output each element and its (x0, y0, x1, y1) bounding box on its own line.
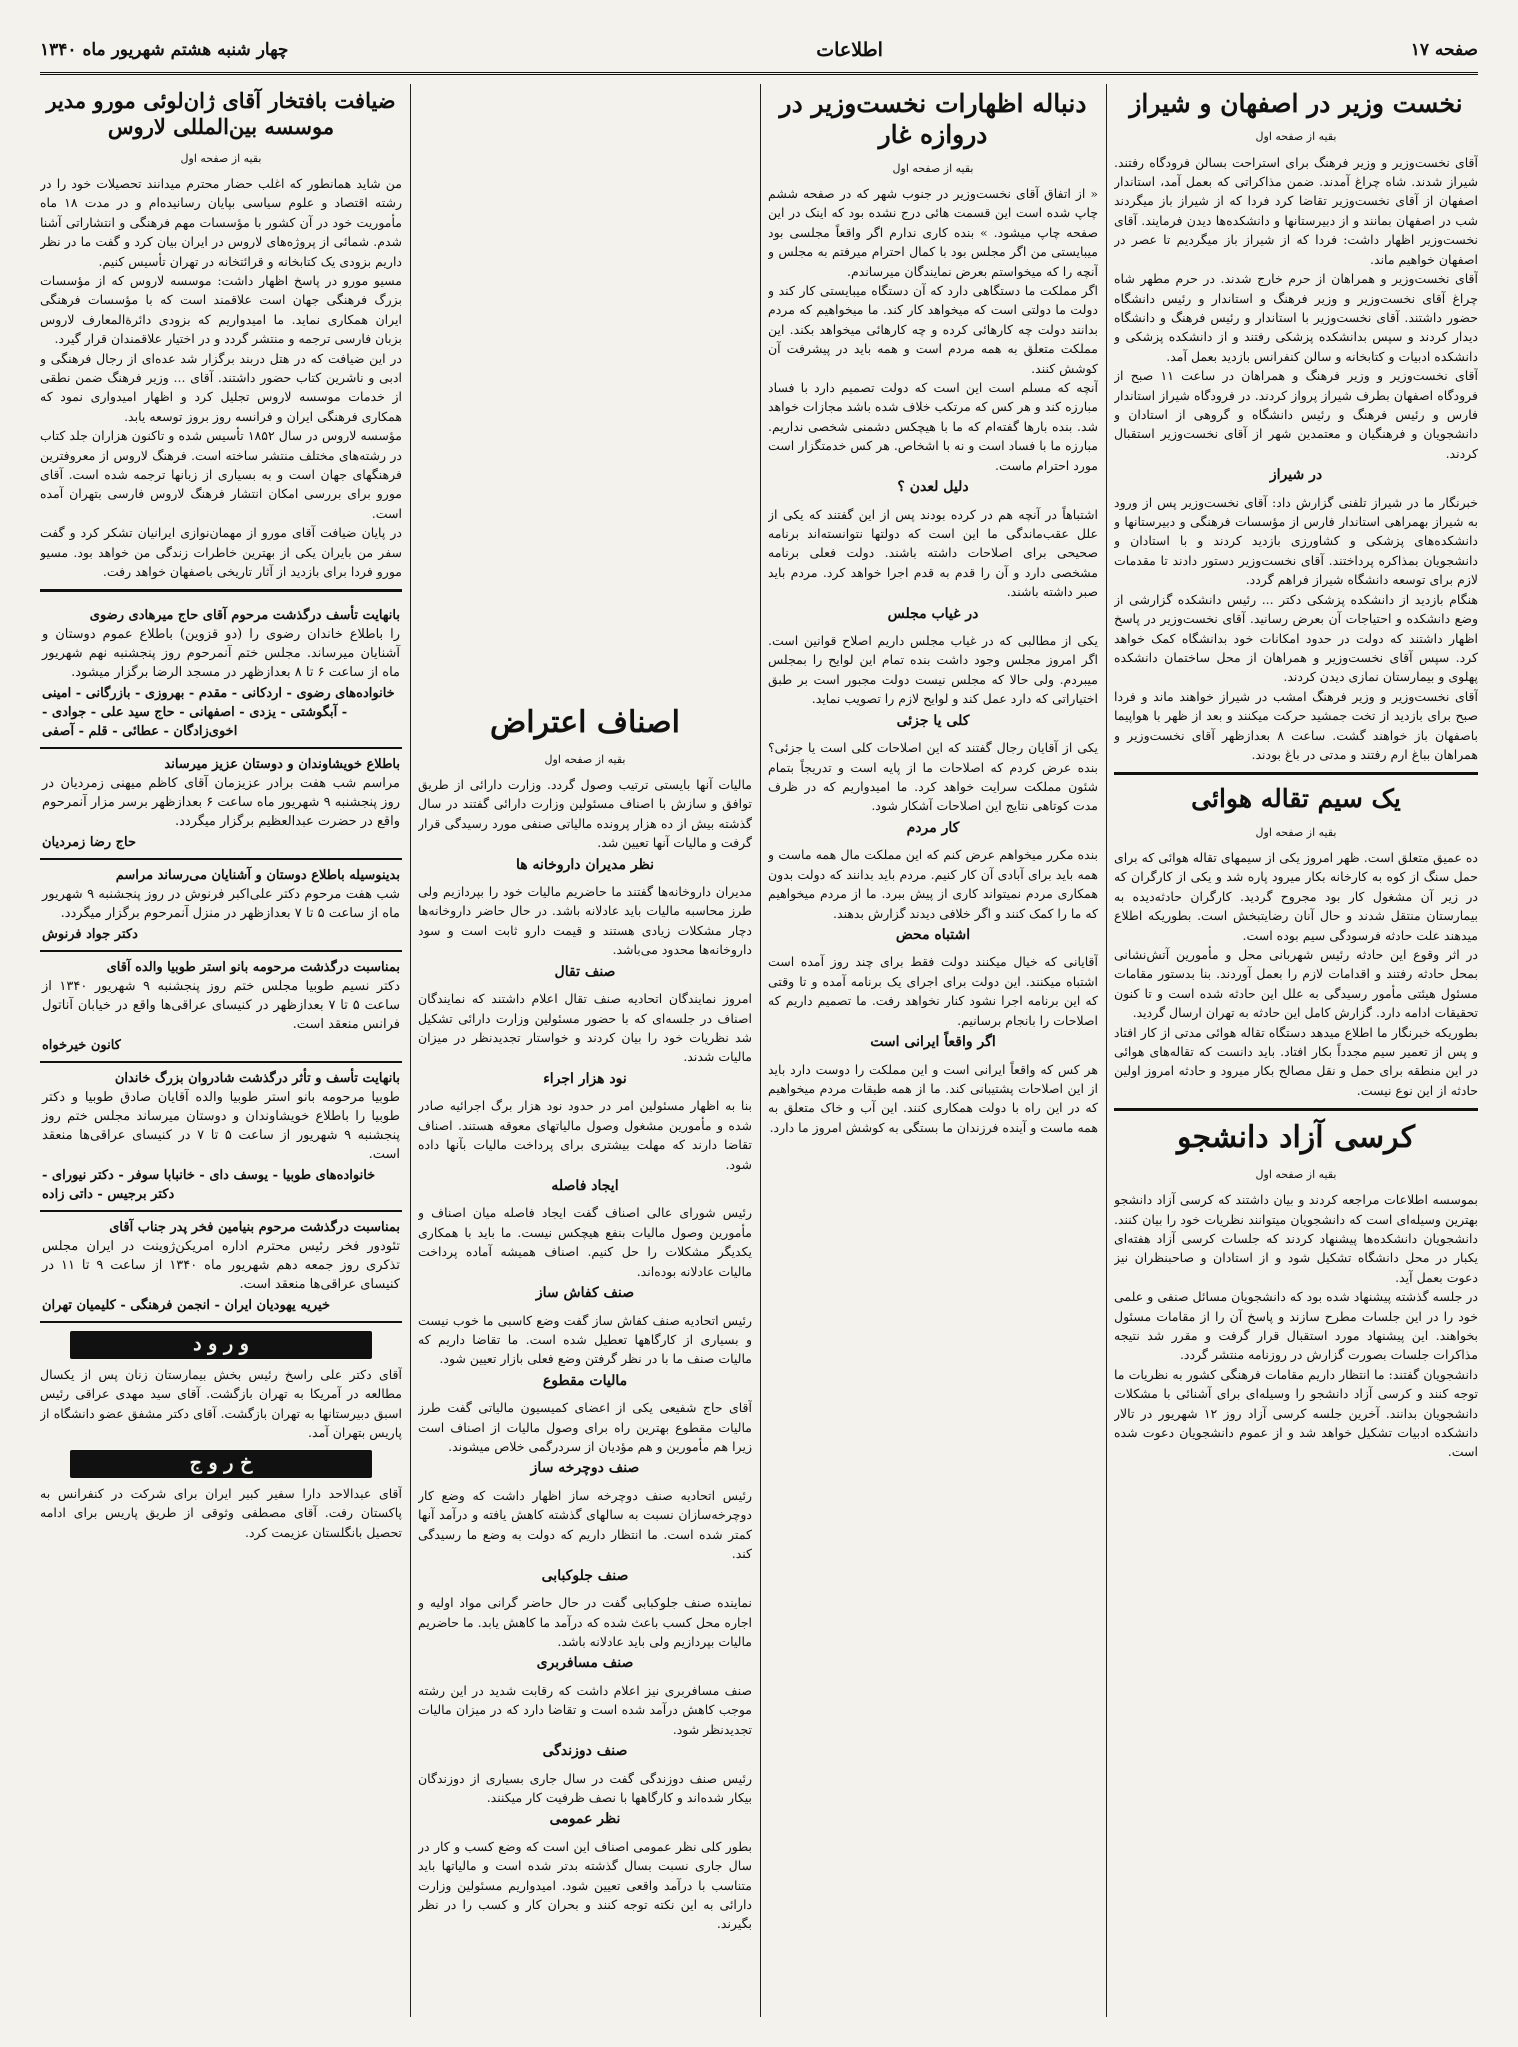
article-paragraph: بموسسه اطلاعات مراجعه کردند و بیان داشتند که کرسی آزاد دانشجو بهترین وسیله‌ای است که دانشجویان میتوانند نظریات خود را بیان کنند. دانشجویان دانشکده‌ها پیشنهاد کردند که جلسات کرسی آزاد هفته‌ای یکبار در محل دانشگاه تشکیل شود و از استادان و صاحبنظران نیز دعوت بعمل آید. (1114, 1192, 1478, 1285)
column-prime-minister (1114, 84, 1478, 2017)
article-paragraph: دانشجویان گفتند: ما انتظار داریم مقامات فرهنگی کشور به نظریات ما توجه کنند و کرسی آزاد دانشجو را وسیله‌ای برای آشنائی با مشکلات دانشجویان بدانند. آخرین جلسه کرسی آزاد روز ۱۲ شهریور در تالار دانشکده ادبیات تشکیل خواهد شد و از عموم دانشجویان دعوت شده است. (1114, 1366, 1478, 1460)
continuation-note: بقیه از صفحه اول (1255, 825, 1337, 839)
article-paragraph: صنف مسافربری نیز اعلام داشت که رقابت شدید در این رشته موجب کاهش درآمد شده است و تقاضا دارد که در میزان مالیات تجدیدنظر شود. (418, 1682, 752, 1737)
article-paragraph: مؤسسه لاروس در سال ۱۸۵۲ تأسیس شده و تاکنون هزاران جلد کتاب در رشته‌های مختلف منتشر ساخته است. فرهنگ لاروس از معروفترین فرهنگهای جهان است و به بسیاری از زبانها ترجمه شده است. آقای مورو برای بررسی امکان انتشار فرهنگ لاروس فارسی بتهران آمده است. (40, 428, 402, 521)
subheading: ایجاد فاصله (551, 1177, 619, 1194)
divider (40, 589, 402, 592)
column-rule (760, 84, 761, 2017)
article-paragraph: امروز نمایندگان اتحادیه صنف تقال اعلام داشتند که نمایندگان اصناف در جلسه‌ای که با حضور مسئولین وزارت دارائی تشکیل شد نظریات خود را بیان کردند و خواستار تجدیدنظر در میزان مالیات شدند. (418, 991, 752, 1065)
article-paragraph: یکی از آقایان رجال گفتند که این اصلاحات کلی است یا جزئی؟ بنده عرض کردم که اصلاحات ما از پایه است و تدریجاً بتمام شئون مملکت سرایت خواهد کرد. ما امیدواریم که در ظرف مدت کوتاهی نتایج این اصلاحات آشکار شود. (768, 740, 1098, 814)
article-paragraph: ده عمیق متعلق است. ظهر امروز یکی از سیمهای تقاله هوائی که برای حمل سنگ از کوه به کارخانه بکار میرود پاره شد و یکی از کارگران که در زیر آن مشغول کار بود مجروح گردید. کارگران حادثه‌دیده به بیمارستان منتقل شدند و حال آنان رضایتبخش است. بطوریکه اطلاع میدهند علت حادثه فرسودگی سیم بوده است. (1114, 850, 1478, 943)
notice-title: باطلاع خویشاوندان و دوستان عزیز میرساند (164, 757, 400, 773)
article-paragraph: در این ضیافت که در هتل دربند برگزار شد عده‌ای از رجال فرهنگی و ادبی و ناشرین کتاب حضور داشتند. آقای ... وزیر فرهنگ ضمن نطقی از خدمات موسسه لاروس تجلیل کرد و اظهار امیدواری نمود که همکاری فرهنگی ایران و فرانسه روز بروز توسعه یابد. (40, 350, 402, 424)
subheading: صنف دوزندگی (542, 1743, 628, 1760)
column-rule (1106, 84, 1107, 2017)
obituary-notice (40, 600, 402, 749)
notice-signature: کانون خیرخواه (42, 1038, 121, 1054)
article-paragraph: رئیس شورای عالی اصناف گفت ایجاد فاصله میان اصناف و مأمورین وصول مالیات بنفع هیچکس نیست. ما باید با همکاری یکدیگر مشکلات را حل کنیم. اصناف همیشه آماده پرداخت مالیات عادلانه بوده‌اند. (418, 1205, 752, 1279)
article-paragraph: در اثر وقوع این حادثه رئیس شهربانی محل و مأمورین آتش‌نشانی بمحل حادثه رفتند و اقدامات لازم را بعمل آوردند. بنا بدستور مقامات مسئول هیئتی مأمور رسیدگی به علل این حادثه شده است و تا کنون تحقیقات ادامه دارد. گزارش کامل این حادثه به تهران ارسال گردید. (1114, 947, 1478, 1021)
subheading: اگر واقعاً ایرانی است (870, 1034, 996, 1051)
continuation-note: بقیه از صفحه اول (1255, 130, 1337, 144)
notice-signature: خیریه یهودیان ایران - انجمن فرهنگی - کلیمیان تهران (42, 1298, 331, 1314)
subheading: کار مردم (906, 819, 960, 836)
masthead (40, 28, 1478, 75)
article-paragraph: هر کس که واقعاً ایرانی است و این مملکت را دوست دارد باید از این اصلاحات پشتیبانی کند. ما از همه طبقات مردم میخواهیم که در این راه با دولت همکاری کنند. این آب و خاک متعلق به همه ماست و آینده فرزندان ما بستگی به کوشش امروز ما دارد. (768, 1061, 1098, 1135)
article-paragraph: آقای نخست‌وزیر و وزیر فرهنگ و همراهان در ساعت ۱۱ صبح از فرودگاه اصفهان بطرف شیراز پرواز کردند. در فرودگاه شیراز استاندار فارس و رئیس فرهنگ و رئیس دانشگاه و گروهی از استادان و دانشجویان و فرهنگیان و معتمدین شهر از آقای نخست‌وزیر استقبال کردند. (1114, 368, 1478, 461)
continuation-note: بقیه از صفحه اول (1255, 1167, 1337, 1181)
headline-cable-accident: یک سیم تقاله هوائی (1191, 784, 1401, 814)
notice-body: تئودور فخر رئیس محترم اداره امریکن‌ژوینت در ایران مجلس تذکری روز جمعه دهم شهریور ماه ۱۳۴۰ از ساعت ۹ تا ۱۱ در کنیسای عراقی‌ها منعقد است. (42, 1239, 400, 1293)
notice-body: مراسم شب هفت برادر عزیزمان آقای کاظم میهنی زمردیان در روز پنجشنبه ۹ شهریور ماه ساعت ۶ بعدازظهر برسر مزار آنمرحوم واقع در حضرت عبدالعظیم برگزار میگردد. (42, 776, 401, 830)
article-paragraph: بطوریکه خبرنگار ما اطلاع میدهد دستگاه تقاله هوائی مدتی از کار افتاد و پس از تعمیر سیم مجدداً بکار افتاد. باید دانست که تقاله‌های هوائی در این منطقه برای حمل و نقل مصالح بکار میرود و حادثه امروز اولین حادثه از این نوع نیست. (1114, 1024, 1478, 1098)
subheading: صنف مسافربری (536, 1655, 634, 1672)
notice-title: بانهایت تأسف درگذشت مرحوم آقای حاج میرهادی رضوی (89, 608, 400, 624)
continuation-note: بقیه از صفحه اول (544, 752, 626, 766)
page-number: صفحه ۱۷ (1410, 40, 1478, 60)
article-paragraph: مسیو مورو در پاسخ اظهار داشت: موسسه لاروس که از مؤسسات بزرگ فرهنگی جهان است علاقمند است که با مؤسسات فرهنگی ایران همکاری نماید. ما امیدواریم که بزودی دائرةالمعارف لاروس بزبان فارسی ترجمه و منتشر گردد و در اختیار علاقمندان قرار گیرد. (40, 272, 402, 347)
subheading: صنف تقال (554, 963, 616, 980)
subheading: نظر عمومی (549, 1811, 621, 1828)
continuation-note: بقیه از صفحه اول (892, 161, 974, 175)
article-paragraph: نماینده صنف جلوکبابی گفت در حال حاضر گرانی مواد اولیه و اجاره محل کسب باعث شده که درآمد ما کاهش یابد. ما حاضریم مالیات بپردازیم ولی باید عادلانه باشد. (418, 1595, 752, 1649)
article-paragraph: آنچه که مسلم است این است که دولت تصمیم دارد با فساد مبارزه کند و هر کس که مرتکب خلاف شده باشد مجازات خواهد شد. بنده بارها گفته‌ام که ما با هیچکس دشمنی شخصی نداریم. مبارزه ما با فساد است و نه با اشخاص. هر کس خدمتگزار است مورد احترام ماست. (768, 379, 1098, 473)
arrivals-body: آقای دکتر علی راسخ رئیس بخش بیمارستان زنان پس از یکسال مطالعه در آمریکا به تهران بازگشت. آقای سید مهدی عراقی رئیس اسبق دبیرستانها به تهران بازگشت. آقای دکتر مشفق عضو دانشگاه از پاریس بتهران آمد. (40, 1366, 402, 1441)
subheading: در غیاب مجلس (887, 605, 979, 622)
subheading: صنف دوچرخه ساز (530, 1460, 640, 1477)
article-paragraph: آقای حاج شفیعی یکی از اعضای کمیسیون مالیاتی گفت طرز مالیات مقطوع بهترین راه برای وصول مالیات از اصناف است زیرا هم مأمورین و هم مؤدیان از سردرگمی خلاص میشوند. (418, 1400, 752, 1455)
article-paragraph: خبرنگار ما در شیراز تلفنی گزارش داد: آقای نخست‌وزیر پس از ورود به شیراز بهمراهی استاندار فارس از مؤسسات فرهنگی و دبیرستانها و دانشکده‌های پزشکی و کشاورزی بازدید کردند و با استادان و دانشجویان بمذاکره پرداختند. آقای نخست‌وزیر دستور دادند تا مقدمات لازم برای توسعه دانشگاه شیراز فراهم گردد. (1114, 494, 1478, 588)
subheading: در شیراز (1269, 467, 1323, 484)
column-rule (410, 84, 411, 2017)
subheading: مالیات مقطوع (542, 1372, 628, 1389)
column-guild-protest (418, 700, 752, 2017)
subheading: دلیل لعدن ؟ (897, 479, 969, 495)
departures-heading: خ ر و ج (70, 1450, 372, 1477)
headline-pm-remarks: دنباله اظهارات نخست‌وزیر در دروازه غار (779, 89, 1087, 150)
article-paragraph: اگر مملکت ما دستگاهی دارد که آن دستگاه میبایستی کار کند و دولت ما دولتی است که میخواهد کار کند. ما میخواهیم که مردم بدانند دولت چه کارهائی کرده و چه کارهائی میخواهد بکند. این مملکت متعلق به همه مردم است و همه باید در پیشرفت آن کوشش کنند. (768, 282, 1098, 376)
headline-guild-protest: اصناف اعتراض (490, 705, 680, 740)
article-paragraph: رئیس صنف دوزندگی گفت در سال جاری بسیاری از دوزندگان بیکار شده‌اند و کارگاهها با نصف ظرفیت کار میکنند. (418, 1770, 752, 1805)
notice-body: را باطلاع خاندان رضوی را (دو قزوین) باطلاع عموم دوستان و آشنایان میرساند. مجلس ختم آنمرحوم روز پنجشنبه نهم شهریور ماه از ساعت ۶ تا ۸ بعدازظهر در مسجد الرضا برگزار میشود. (42, 627, 400, 681)
arrivals-heading: و ر و د (70, 1331, 372, 1358)
obituary-notice (40, 952, 402, 1063)
article-paragraph: آقای نخست‌وزیر و وزیر فرهنگ برای استراحت بسالن فرودگاه رفتند. شیراز شدند. شاه چراغ آمدند. ضمن مذاکراتی که بعمل آمد، استاندار اصفهان از آقای نخست‌وزیر تقاضا کرد فردا که از شیراز باز میگردند شب در اصفهان بمانند و از دبیرستانها و دانشکده‌ها دیدن فرمایند. آقای نخست‌وزیر اظهار داشت: فردا که از شیراز باز میگردیم تا عصر در اصفهان خواهیم ماند. (1114, 154, 1478, 267)
article-paragraph: « از اتفاق آقای نخست‌وزیر در جنوب شهر که در صفحه ششم چاپ شده است این قسمت هائی درج نشده بود که اینک در این صفحه چاپ میشود. » بنده کاری ندارم اگر واقعاً مجلسی بود میبایستی من اگر مجلس بود با کمال احترام میرفتم به مجلس و آنچه را که میخواستم بعرض نمایندگان میرساندم. (768, 185, 1098, 279)
notice-signature: دکتر جواد فرنوش (42, 927, 138, 943)
column-pm-remarks (768, 84, 1098, 2017)
headline-larousse: ضیافت بافتخار آقای ژان‌لوئی مورو مدیر موسسه بین‌المللی لاروس (46, 88, 396, 140)
notice-signature: خانواده‌های طوبیا - یوسف دای - خانبابا سوفر - دکتر نیورای - دکتر برجیس - داتی زاده (42, 1168, 376, 1203)
obituary-notice (40, 1063, 402, 1212)
notice-title: بانهایت تأسف و تأثر درگذشت شادروان بزرگ خاندان (114, 1071, 400, 1087)
notice-body: طوبیا مرحومه بانو استر طوبیا والده آقایان صادق طوبیا و دکتر طوبیا را باطلاع خویشاوندان و دوستان میرساند مجلس ختم روز پنجشنبه ۹ شهریور از ساعت ۵ تا ۷ در کنیسای عراقی‌ها منعقد است. (42, 1090, 401, 1163)
article-paragraph: بنده مکرر میخواهم عرض کنم که این مملکت مال همه ماست و همه باید برای آبادی آن کار کنیم. مردم باید بدانند که دولت بدون همکاری مردم نمیتواند کاری از پیش ببرد. ما از مردم میخواهیم که ما را کمک کنند و اگر خلافی دیدند گزارش بدهند. (768, 847, 1098, 921)
article-paragraph: مالیات آنها بایستی ترتیب وصول گردد. وزارت دارائی از طریق توافق و سازش با اصناف مسئولین وزارت دارائی گفتند در سال گذشته بیش از ده هزار پرونده مالیاتی صنفی مورد رسیدگی قرار گرفت و مالیات آنها تعیین شد. (418, 776, 752, 851)
notice-title: بدینوسیله باطلاع دوستان و آشنایان می‌رساند مراسم (115, 868, 400, 884)
article-paragraph: یکی از مطالبی که در غیاب مجلس داریم اصلاح قوانین است. اگر امروز مجلس وجود داشت بنده تمام این لوایح را بمجلس میبردم. ولی حالا که مجلس نیست دولت مجبور است بر طبق اختیاراتی که دارد عمل کند و لوایح لازم را تصویب نماید. (768, 633, 1098, 707)
article-paragraph: رئیس اتحادیه صنف کفاش ساز گفت وضع کاسبی ما خوب نیست و بسیاری از کارگاهها تعطیل شده است. ما تقاضا داریم که مالیات صنف ما با در نظر گرفتن وضع فعلی بازار تعیین شود. (418, 1312, 752, 1367)
article-paragraph: رئیس اتحادیه صنف دوچرخه ساز اظهار داشت که وضع کار دوچرخه‌سازان نسبت به سالهای گذشته کاهش یافته و درآمد آنها کمتر شده است. ما انتظار داریم که دولت به وضع ما رسیدگی کند. (418, 1487, 752, 1562)
article-paragraph: بنا به اظهار مسئولین امر در حدود نود هزار برگ اجرائیه صادر شده و مأمورین مشغول وصول مالیاتهای معوقه هستند. اصناف تقاضا دارند که مهلت بیشتری برای پرداخت مالیات بآنها داده شود. (418, 1098, 752, 1172)
article-paragraph: اشتباهاً در آنچه هم در کرده بودند پس از این گفتند که یکی از علل عقب‌ماندگی ما این است که دولتها نتوانسته‌اند برنامه صحیحی برای اصلاحات داشته باشند. دولت فعلی برنامه مشخصی دارد و آن را قدم به قدم اجرا خواهد کرد. مردم باید صبر داشته باشند. (768, 506, 1098, 600)
obituary-notice (40, 860, 402, 952)
notice-signature: حاج رضا زمردیان (42, 835, 137, 851)
article-paragraph: بطور کلی نظر عمومی اصناف این است که وضع کسب و کار در سال جاری نسبت بسال گذشته بدتر شده است و مالیاتها باید متناسب با درآمد واقعی تعیین شود. امیدواریم مسئولین وزارت دارائی به این نکته توجه کنند و بحران کار و کسب را در نظر بگیرند. (418, 1838, 752, 1932)
headline-prime-minister: نخست وزیر در اصفهان و شیراز (1129, 89, 1463, 118)
column-larousse-notices (40, 84, 402, 2017)
obituary-notice (40, 1212, 402, 1323)
subheading: صنف جلوکبابی (541, 1567, 629, 1584)
obituary-notice (40, 749, 402, 860)
notice-signature: خانواده‌های رضوی - اردکانی - مقدم - بهروزی - بازرگانی - امینی - آبگوشتی - یزدی - اصفهانی - حاج سید علی - جوادی - اخوی‌زادگان - عطائی - قلم - آصفی (42, 686, 395, 740)
article-paragraph: در پایان ضیافت آقای مورو از مهمان‌نوازی ایرانیان تشکر کرد و گفت سفر من بایران یکی از بهترین خاطرات زندگی من خواهد بود. مسیو مورو فردا برای بازدید از آثار تاریخی باصفهان خواهد رفت. (40, 525, 402, 580)
issue-date: چهار شنبه هشتم شهریور ماه ۱۳۴۰ (40, 40, 289, 60)
article-paragraph: آقایانی که خیال میکنند دولت فقط برای چند روز آمده است اشتباه میکنند. این دولت برای اجرای یک برنامه آمده و تا وقتی که این برنامه اجرا نشود کنار نخواهد رفت. ما تصمیم داریم که اصلاحات را بانجام برسانیم. (768, 954, 1098, 1028)
notice-title: بمناسبت درگذشت مرحومه بانو استر طوبیا والده آقای (106, 960, 400, 976)
subheading: کلی یا جزئی (896, 712, 970, 729)
divider (1114, 772, 1478, 775)
article-paragraph: در جلسه گذشته پیشنهاد شده بود که دانشجویان مسائل صنفی و علمی خود را در این جلسات مطرح سازند و پاسخ آن را از مقامات مسئول بخواهند. این پیشنهاد مورد استقبال قرار گرفت و مقرر شد نتیجه مذاکرات جلسات بصورت گزارش در روزنامه منتشر گردد. (1114, 1289, 1478, 1363)
article-paragraph: هنگام بازدید از دانشکده پزشکی دکتر ... رئیس دانشکده گزارشی از وضع دانشکده و احتیاجات آن بعرض رسانید. آقای نخست‌وزیر در پاسخ اظهار داشتند که دولت در حدود امکانات خود بدانشگاه کمک خواهد کرد. سپس آقای نخست‌وزیر و همراهان از محل ساختمان دانشکده پهلوی و بیمارستان نمازی دیدن کردند. (1114, 591, 1478, 685)
notice-title: بمناسبت درگذشت مرحوم بنیامین فخر پدر جناب آقای (109, 1220, 400, 1236)
departures-body: آقای عبدالاحد دارا سفیر کبیر ایران برای شرکت در کنفرانس به پاکستان رفت. آقای مصطفی وثوقی از طریق پاریس برای ادامه تحصیل بانگلستان عزیمت کرد. (40, 1485, 402, 1540)
notice-body: دکتر نسیم طوبیا مجلس ختم روز پنجشنبه ۹ شهریور ۱۳۴۰ از ساعت ۵ تا ۷ بعدازظهر در کنیسای عراقی‌ها واقع در خیابان آناتول فرانس منعقد است. (42, 979, 400, 1033)
subheading: نود هزار اجراء (543, 1070, 627, 1087)
article-paragraph: آقای نخست‌وزیر و وزیر فرهنگ امشب در شیراز خواهند ماند و فردا صبح برای بازدید از تخت جمشید حرکت میکنند و بعد از ظهر با هواپیما باصفهان باز خواهند گشت. ساعت ۸ بعدازظهر آقای نخست‌وزیر و همراهان بباغ ارم رفتند و مدتی در باغ بودند. (1114, 688, 1478, 762)
continuation-note: بقیه از صفحه اول (180, 151, 262, 165)
article-paragraph: مدیران داروخانه‌ها گفتند ما حاضریم مالیات خود را بپردازیم ولی طرز محاسبه مالیات باید عادلانه باشد. در حال حاضر داروخانه‌ها دچار مشکلات زیادی هستند و قیمت دارو ثابت است و سود داروخانه‌ها محدود می‌باشد. (418, 884, 752, 958)
headline-student-forum: کرسی آزاد دانشجو (1176, 1120, 1416, 1156)
newspaper-name: اطلاعات (816, 39, 883, 61)
notice-body: شب هفت مرحوم دکتر علی‌اکبر فرنوش در روز پنجشنبه ۹ شهریور ماه از ساعت ۵ تا ۷ بعدازظهر در منزل آنمرحوم برگزار میگردد. (42, 887, 400, 922)
subheading: نظر مدیران داروخانه ها (516, 856, 654, 873)
article-paragraph: من شاید همانطور که اغلب حضار محترم میدانند تحصیلات خود را در رشته اقتصاد و علوم سیاسی بپایان رسانیده‌ام و در مدت ۱۸ ماه مأموریت خود در آن کشور با مؤسسات مهم فرهنگی و انتشاراتی آشنا شدم. شمائی از پروژه‌های لاروس در ایران بیان کرد و گفت ما در نظر داریم بزودی یک کتابخانه و قرائتخانه در تهران تأسیس کنیم. (40, 175, 402, 269)
subheading: صنف کفاش ساز (535, 1285, 635, 1302)
subheading: اشتباه محض (895, 926, 971, 943)
article-paragraph: آقای نخست‌وزیر و همراهان از حرم خارج شدند. در حرم مطهر شاه چراغ آقای نخست‌وزیر و وزیر فرهنگ و استاندار و رئیس دانشگاه حضور داشتند. آقای نخست‌وزیر با استاندار و رئیس فرهنگ و دانشگاه دیدار کردند و سپس بدانشکده پزشکی رفتند و از دانشکده پزشکی و دانشکده ادبیات و کتابخانه و سالن کنفرانس بازدید بعمل آمد. (1114, 271, 1478, 364)
divider (1114, 1108, 1478, 1111)
